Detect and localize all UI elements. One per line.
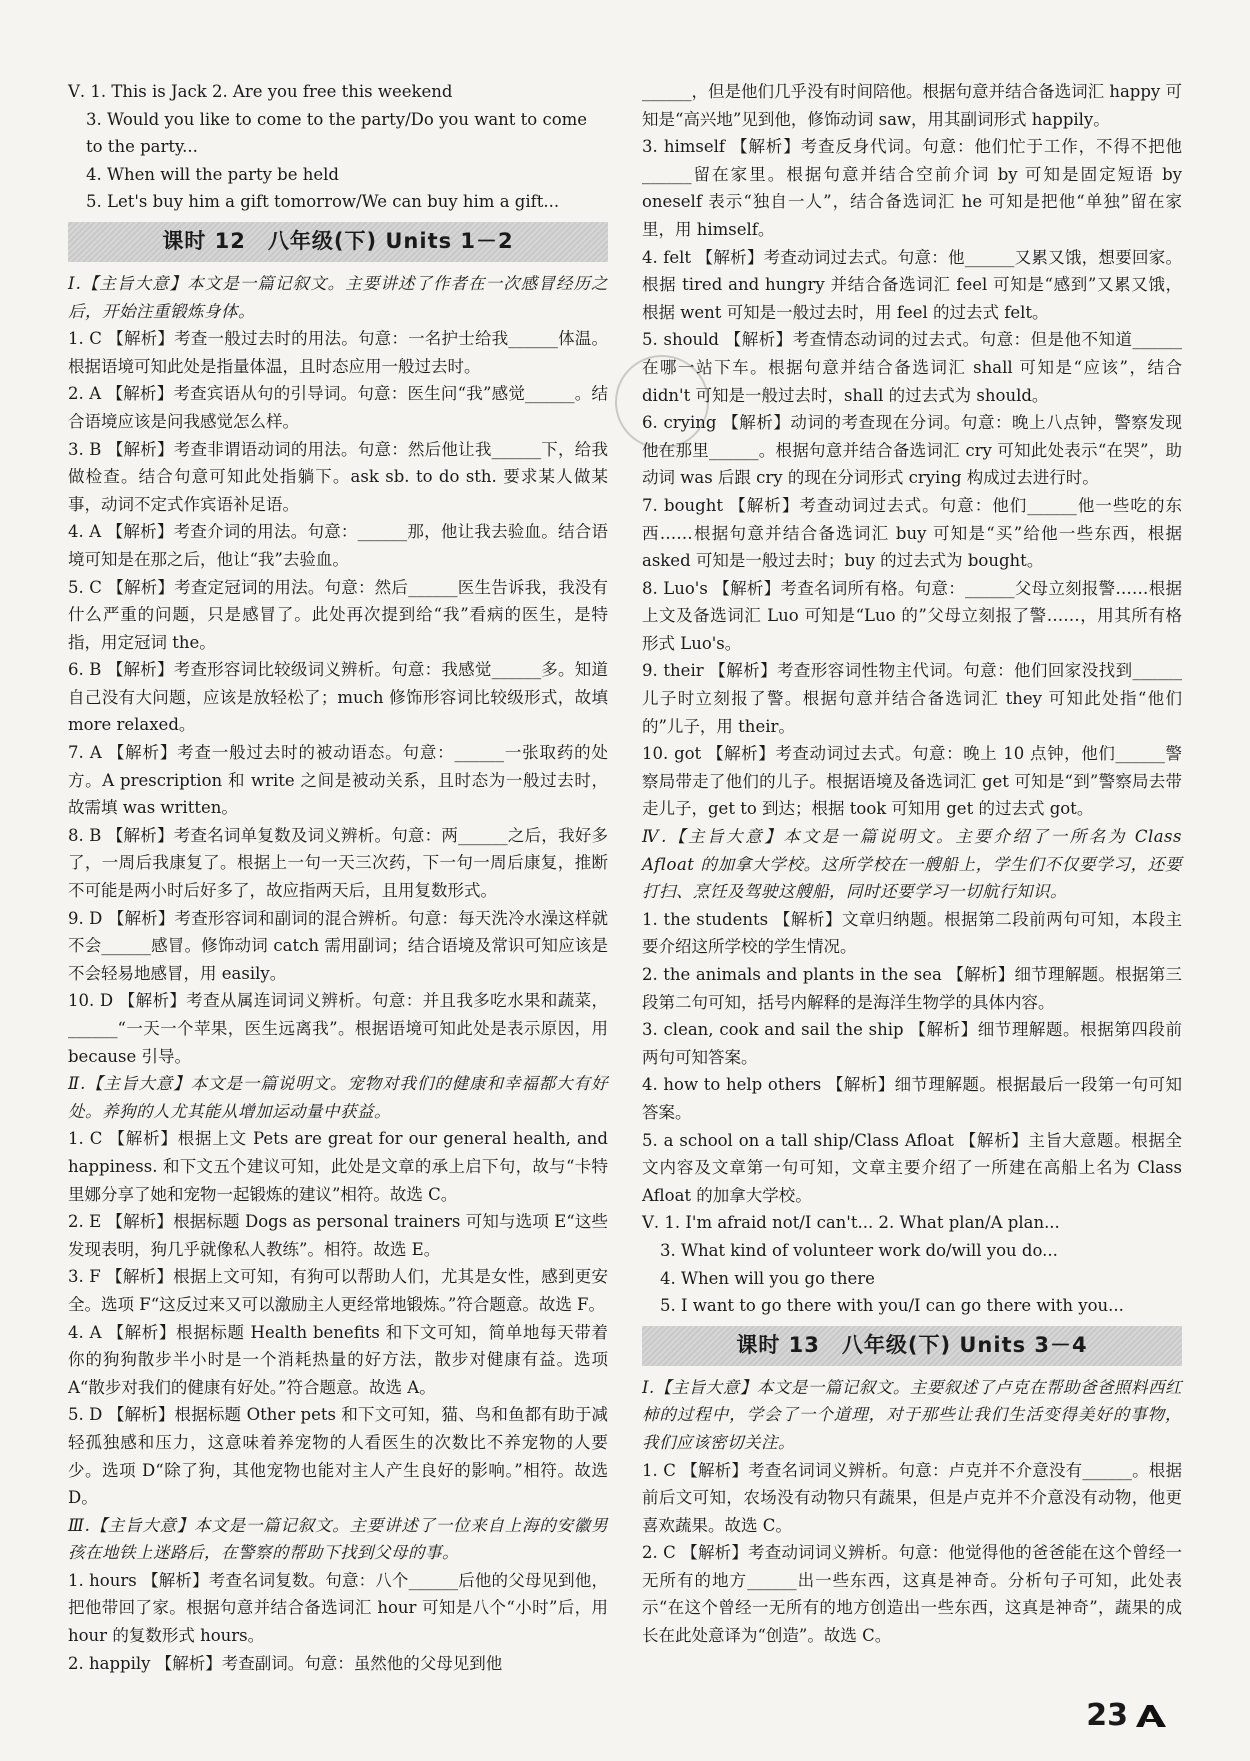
section-2-summary: Ⅱ.【主旨大意】本文是一篇说明文。宠物对我们的健康和幸福都大有好处。养狗的人尤其能从增加运动量中获益。: [68, 1074, 608, 1121]
v-answer-line: 5. Let's buy him a gift tomorrow/We can buy him a gift...: [86, 192, 560, 212]
section-3-summary: Ⅲ.【主旨大意】本文是一篇记叙文。主要讲述了一位来自上海的安徽男孩在地铁上迷路后，在警察的帮助下找到父母的事。: [68, 1515, 608, 1563]
answer-item: 2. happily 【解析】考查副词。句意：虽然他的父母见到他: [68, 1653, 503, 1673]
answer-item: 4. felt 【解析】考查动词过去式。句意：他______又累又饿，想要回家。根据 tired and hungry 并结合备选词汇 feel 可知是“感到”又累又饿，根据 went 可知是一般过去时，用 feel 的过去式 felt。: [642, 247, 1182, 322]
page-number: [1086, 1698, 1168, 1733]
answer-item: 1. C 【解析】考查名词词义辨析。句意：卢克并不介意没有______。根据前后文可知，农场没有动物只有蔬果，但是卢克并不介意没有动物，他更喜欢蔬果。故选 C。: [642, 1460, 1182, 1535]
right-column: [642, 78, 1182, 1650]
answer-item: 5. C 【解析】考查定冠词的用法。句意：然后______医生告诉我，我没有什么严重的问题，只是感冒了。此处再次提到给“我”看病的医生，是特指，用定冠词 the。: [68, 577, 608, 652]
answer-item: 7. A 【解析】考查一般过去时的被动语态。句意：______一张取药的处方。A prescription 和 write 之间是被动关系，且时态为一般过去时，故需填 was written。: [68, 743, 608, 818]
answer-item: 3. B 【解析】考查非谓语动词的用法。句意：然后他让我______下，给我做检查。结合句意可知此处指躺下。ask sb. to do sth. 要求某人做某事，动词不定式作宾语补足语。: [68, 439, 608, 514]
v-answer-line: 4. When will the party be held: [86, 164, 339, 184]
answer-item: 5. should 【解析】考查情态动词的过去式。句意：但是他不知道______在哪一站下车。根据句意并结合备选词汇 shall 可知是“应该”，结合 didn't 可知是一般过去时，shall 的过去式为 should。: [642, 330, 1182, 405]
answer-item: 3. F 【解析】根据上文可知，有狗可以帮助人们，尤其是女性，感到更安全。选项 F“这反过来又可以激励主人更经常地锻炼。”符合题意。故选 F。: [68, 1267, 608, 1314]
answer-item: 6. B 【解析】考查形容词比较级词义辨析。句意：我感觉______多。知道自己没有大问题，应该是放轻松了；much 修饰形容词比较级形式，故填 more relaxed。: [68, 660, 608, 735]
answer-item: 1. the students 【解析】文章归纳题。根据第二段前两句可知，本段主要介绍这所学校的学生情况。: [642, 909, 1182, 957]
answer-item: 10. D 【解析】考查从属连词词义辨析。句意：并且我多吃水果和蔬菜，______“一天一个苹果，医生远离我”。根据语境可知此处是表示原因，用 because 引导。: [68, 991, 608, 1066]
answer-item: 3. clean, cook and sail the ship 【解析】细节理解题。根据第四段前两句可知答案。: [642, 1020, 1182, 1067]
answer-item: 9. their 【解析】考查形容词性物主代词。句意：他们回家没找到______儿子时立刻报了警。根据句意并结合备选词汇 they 可知此处指“他们的”儿子，用 their。: [642, 661, 1182, 736]
answer-item: 1. C 【解析】考查一般过去时的用法。句意：一名护士给我______体温。根据语境可知此处是指量体温，且时态应用一般过去时。: [68, 329, 608, 376]
v-answer-line: 4. When will you go there: [660, 1268, 875, 1288]
v-answer-line: to the party...: [86, 137, 198, 157]
lesson-12-header: 课时 12 八年级(下) Units 1－2: [68, 222, 608, 262]
left-column: [68, 78, 608, 1677]
answer-item: 6. crying 【解析】动词的考查现在分词。句意：晚上八点钟，警察发现他在那里______。根据句意并结合备选词汇 cry 可知此处表示“在哭”，助动词 was 后跟 cry 的现在分词形式 crying 构成过去进行时。: [642, 413, 1182, 488]
v-answer-line: 3. What kind of volunteer work do/will you do...: [660, 1240, 1058, 1260]
answer-item: 4. A 【解析】考查介词的用法。句意：______那，他让我去验血。结合语境可知是在那之后，他让“我”去验血。: [68, 522, 608, 569]
section-5-summary: Ⅰ.【主旨大意】本文是一篇记叙文。主要叙述了卢克在帮助爸爸照料西红柿的过程中，学会了一个道理，对于那些让我们生活变得美好的事物，我们应该密切关注。: [642, 1377, 1182, 1452]
answer-item: 4. A 【解析】根据标题 Health benefits 和下文可知，简单地每天带着你的狗狗散步半小时是一个消耗热量的好方法，散步对健康有益。选项 A“散步对我们的健康有好处。”符合题意。故选 A。: [68, 1322, 608, 1397]
answer-item: 8. B 【解析】考查名词单复数及词义辨析。句意：两______之后，我好多了，一周后我康复了。根据上一句一天三次药，下一句一周后康复，推断不可能是两小时后好多了，故应指两天后，且用复数形式。: [68, 825, 608, 901]
v-answer-line: Ⅴ. 1. I'm afraid not/I can't... 2. What plan/A plan...: [642, 1213, 1060, 1233]
answer-item: 7. bought 【解析】考查动词过去式。句意：他们______他一些吃的东西……根据句意并结合备选词汇 buy 可知是“买”给他一些东西，根据 asked 可知是一般过去时；buy 的过去式为 bought。: [642, 495, 1182, 571]
page-number-text: 23: [1086, 1698, 1128, 1733]
answer-item: 1. C 【解析】根据上文 Pets are great for our general health, and happiness. 和下文五个建议可知，此处是文章的承上启下句，故与“卡特里娜分享了她和宠物一起锻炼的建议”相符。故选 C。: [68, 1129, 608, 1204]
answer-item: 10. got 【解析】考查动词过去式。句意：晚上 10 点钟，他们______警察局带走了他们的儿子。根据语境及备选词汇 get 可知是“到”警察局去带走儿子，get to 到达；根据 took 可知用 get 的过去式 got。: [642, 744, 1182, 819]
answer-item: 2. E 【解析】根据标题 Dogs as personal trainers 可知与选项 E“这些发现表明，狗几乎就像私人教练”。相符。故选 E。: [68, 1212, 608, 1259]
answer-item: 3. himself 【解析】考查反身代词。句意：他们忙于工作，不得不把他______留在家里。根据句意并结合空前介词 by 可知是固定短语 by oneself 表示“独自一人”，结合备选词汇 he 可知是把他“单独”留在家里，用 himself。: [642, 137, 1182, 239]
answer-item: 2. A 【解析】考查宾语从句的引导词。句意：医生问“我”感觉______。结合语境应该是问我感觉怎么样。: [68, 384, 608, 431]
answer-item: 8. Luo's 【解析】考查名词所有格。句意：______父母立刻报警……根据上文及备选词汇 Luo 可知是“Luo 的”父母立刻报了警……，用其所有格形式 Luo's。: [642, 578, 1182, 653]
answer-item: 1. hours 【解析】考查名词复数。句意：八个______后他的父母见到他，把他带回了家。根据句意并结合备选词汇 hour 可知是八个“小时”后，用 hour 的复数形式 hours。: [68, 1570, 608, 1646]
section-4-summary: Ⅳ.【主旨大意】本文是一篇说明文。主要介绍了一所名为 Class Afloat 的加拿大学校。这所学校在一艘船上，学生们不仅要学习，还要打扫、烹饪及驾驶这艘船，同时还要学习一切航行知识。: [642, 827, 1182, 902]
lesson-13-header: 课时 13 八年级(下) Units 3－4: [642, 1326, 1182, 1366]
v-answers-block: [68, 78, 608, 216]
answer-item: 5. a school on a tall ship/Class Afloat 【解析】主旨大意题。根据全文内容及文章第一句可知，文章主要介绍了一所建在高船上名为 Class Afloat 的加拿大学校。: [642, 1130, 1182, 1205]
brand-logo-icon: [1134, 1703, 1168, 1729]
answer-item: 2. the animals and plants in the sea 【解析】细节理解题。根据第三段第二句可知，括号内解释的是海洋生物学的具体内容。: [642, 965, 1182, 1012]
answer-item: 5. D 【解析】根据标题 Other pets 和下文可知，猫、鸟和鱼都有助于减轻孤独感和压力，这意味着养宠物的人看医生的次数比不养宠物的人要少。选项 D“除了狗，其他宠物也能对主人产生良好的影响。”相符。故选 D。: [68, 1405, 608, 1508]
answer-item: 4. how to help others 【解析】细节理解题。根据最后一段第一句可知答案。: [642, 1075, 1182, 1122]
answer-item: 2. C 【解析】考查动词词义辨析。句意：他觉得他的爸爸能在这个曾经一无所有的地方______出一些东西，这真是神奇。分析句子可知，此处表示“在这个曾经一无所有的地方创造出一些东西，这真是神奇”，蔬果的成长在此处意译为“创造”。故选 C。: [642, 1543, 1182, 1646]
section-1-summary: Ⅰ.【主旨大意】本文是一篇记叙文。主要讲述了作者在一次感冒经历之后，开始注重锻炼身体。: [68, 273, 608, 321]
v-answer-line: Ⅴ. 1. This is Jack 2. Are you free this weekend: [68, 82, 453, 101]
v-answer-line: 3. Would you like to come to the party/Do you want to come: [86, 109, 588, 129]
v-answer-line: 5. I want to go there with you/I can go there with you...: [660, 1296, 1124, 1316]
v-answers-block: [642, 1209, 1182, 1319]
answer-item: 9. D 【解析】考查形容词和副词的混合辨析。句意：每天洗冷水澡这样就不会______感冒。修饰动词 catch 需用副词；结合语境及常识可知应该是不会轻易地感冒，用 easily。: [68, 908, 608, 983]
answer-item: ______，但是他们几乎没有时间陪他。根据句意并结合备选词汇 happy 可知是“高兴地”见到他，修饰动词 saw，用其副词形式 happily。: [642, 82, 1182, 129]
